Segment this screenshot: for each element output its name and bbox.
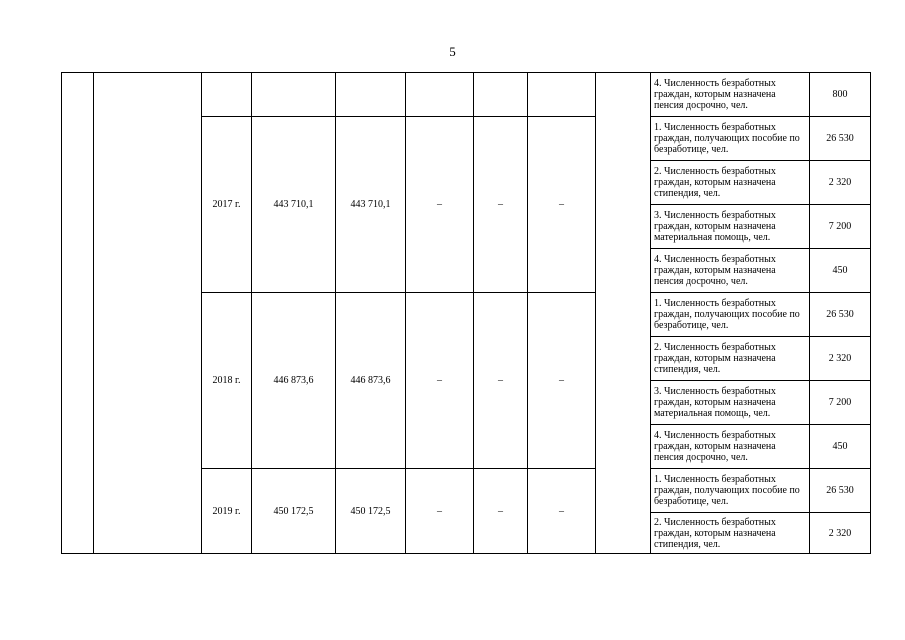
indicator-text: 2. Численность безработных граждан, которым назначена стипендия, чел. bbox=[651, 161, 810, 205]
indicator-value: 26 530 bbox=[810, 117, 871, 161]
year-cell: 2018 г. bbox=[202, 293, 252, 469]
indicator-value: 2 320 bbox=[810, 513, 871, 554]
total-cell: 443 710,1 bbox=[252, 117, 336, 293]
total-cell: 450 172,5 bbox=[252, 469, 336, 554]
total-cell: 446 873,6 bbox=[252, 293, 336, 469]
indicator-value: 7 200 bbox=[810, 381, 871, 425]
indicator-value: 2 320 bbox=[810, 161, 871, 205]
indicator-text: 4. Численность безработных граждан, которым назначена пенсия досрочно, чел. bbox=[651, 425, 810, 469]
column-6-cell: – bbox=[406, 469, 474, 554]
indicator-value: 26 530 bbox=[810, 469, 871, 513]
column-7-cell: – bbox=[474, 469, 528, 554]
indicator-value: 7 200 bbox=[810, 205, 871, 249]
program-table bbox=[61, 72, 871, 554]
indicator-text: 1. Численность безработных граждан, получающих пособие по безработице, чел. bbox=[651, 469, 810, 513]
year-cell bbox=[202, 73, 252, 117]
indicator-text: 4. Численность безработных граждан, которым назначена пенсия досрочно, чел. bbox=[651, 249, 810, 293]
indicator-text: 4. Численность безработных граждан, которым назначена пенсия досрочно, чел. bbox=[651, 73, 810, 117]
column-6-cell: – bbox=[406, 293, 474, 469]
indicator-value: 450 bbox=[810, 249, 871, 293]
indicator-text: 3. Численность безработных граждан, которым назначена материальная помощь, чел. bbox=[651, 205, 810, 249]
column-7-cell bbox=[474, 73, 528, 117]
indicator-text: 2. Численность безработных граждан, которым назначена стипендия, чел. bbox=[651, 337, 810, 381]
indicator-text: 3. Численность безработных граждан, которым назначена материальная помощь, чел. bbox=[651, 381, 810, 425]
budget-cell bbox=[336, 73, 406, 117]
column-2-cell bbox=[94, 73, 202, 554]
budget-cell: 443 710,1 bbox=[336, 117, 406, 293]
indicator-text: 1. Численность безработных граждан, получающих пособие по безработице, чел. bbox=[651, 293, 810, 337]
indicator-text: 2. Численность безработных граждан, которым назначена стипендия, чел. bbox=[651, 513, 810, 554]
indicator-value: 26 530 bbox=[810, 293, 871, 337]
column-8-cell: – bbox=[528, 117, 596, 293]
column-6-cell bbox=[406, 73, 474, 117]
column-6-cell: – bbox=[406, 117, 474, 293]
column-7-cell: – bbox=[474, 293, 528, 469]
total-cell bbox=[252, 73, 336, 117]
page-number: 5 bbox=[449, 44, 456, 59]
budget-cell: 450 172,5 bbox=[336, 469, 406, 554]
column-7-cell: – bbox=[474, 117, 528, 293]
indicator-value: 2 320 bbox=[810, 337, 871, 381]
column-8-cell: – bbox=[528, 469, 596, 554]
indicator-value: 450 bbox=[810, 425, 871, 469]
indicator-text: 1. Численность безработных граждан, получающих пособие по безработице, чел. bbox=[651, 117, 810, 161]
column-9-cell bbox=[596, 73, 651, 554]
column-8-cell bbox=[528, 73, 596, 117]
year-cell: 2019 г. bbox=[202, 469, 252, 554]
column-1-cell bbox=[62, 73, 94, 554]
indicator-value: 800 bbox=[810, 73, 871, 117]
year-cell: 2017 г. bbox=[202, 117, 252, 293]
budget-cell: 446 873,6 bbox=[336, 293, 406, 469]
table-body bbox=[62, 73, 871, 554]
column-8-cell: – bbox=[528, 293, 596, 469]
